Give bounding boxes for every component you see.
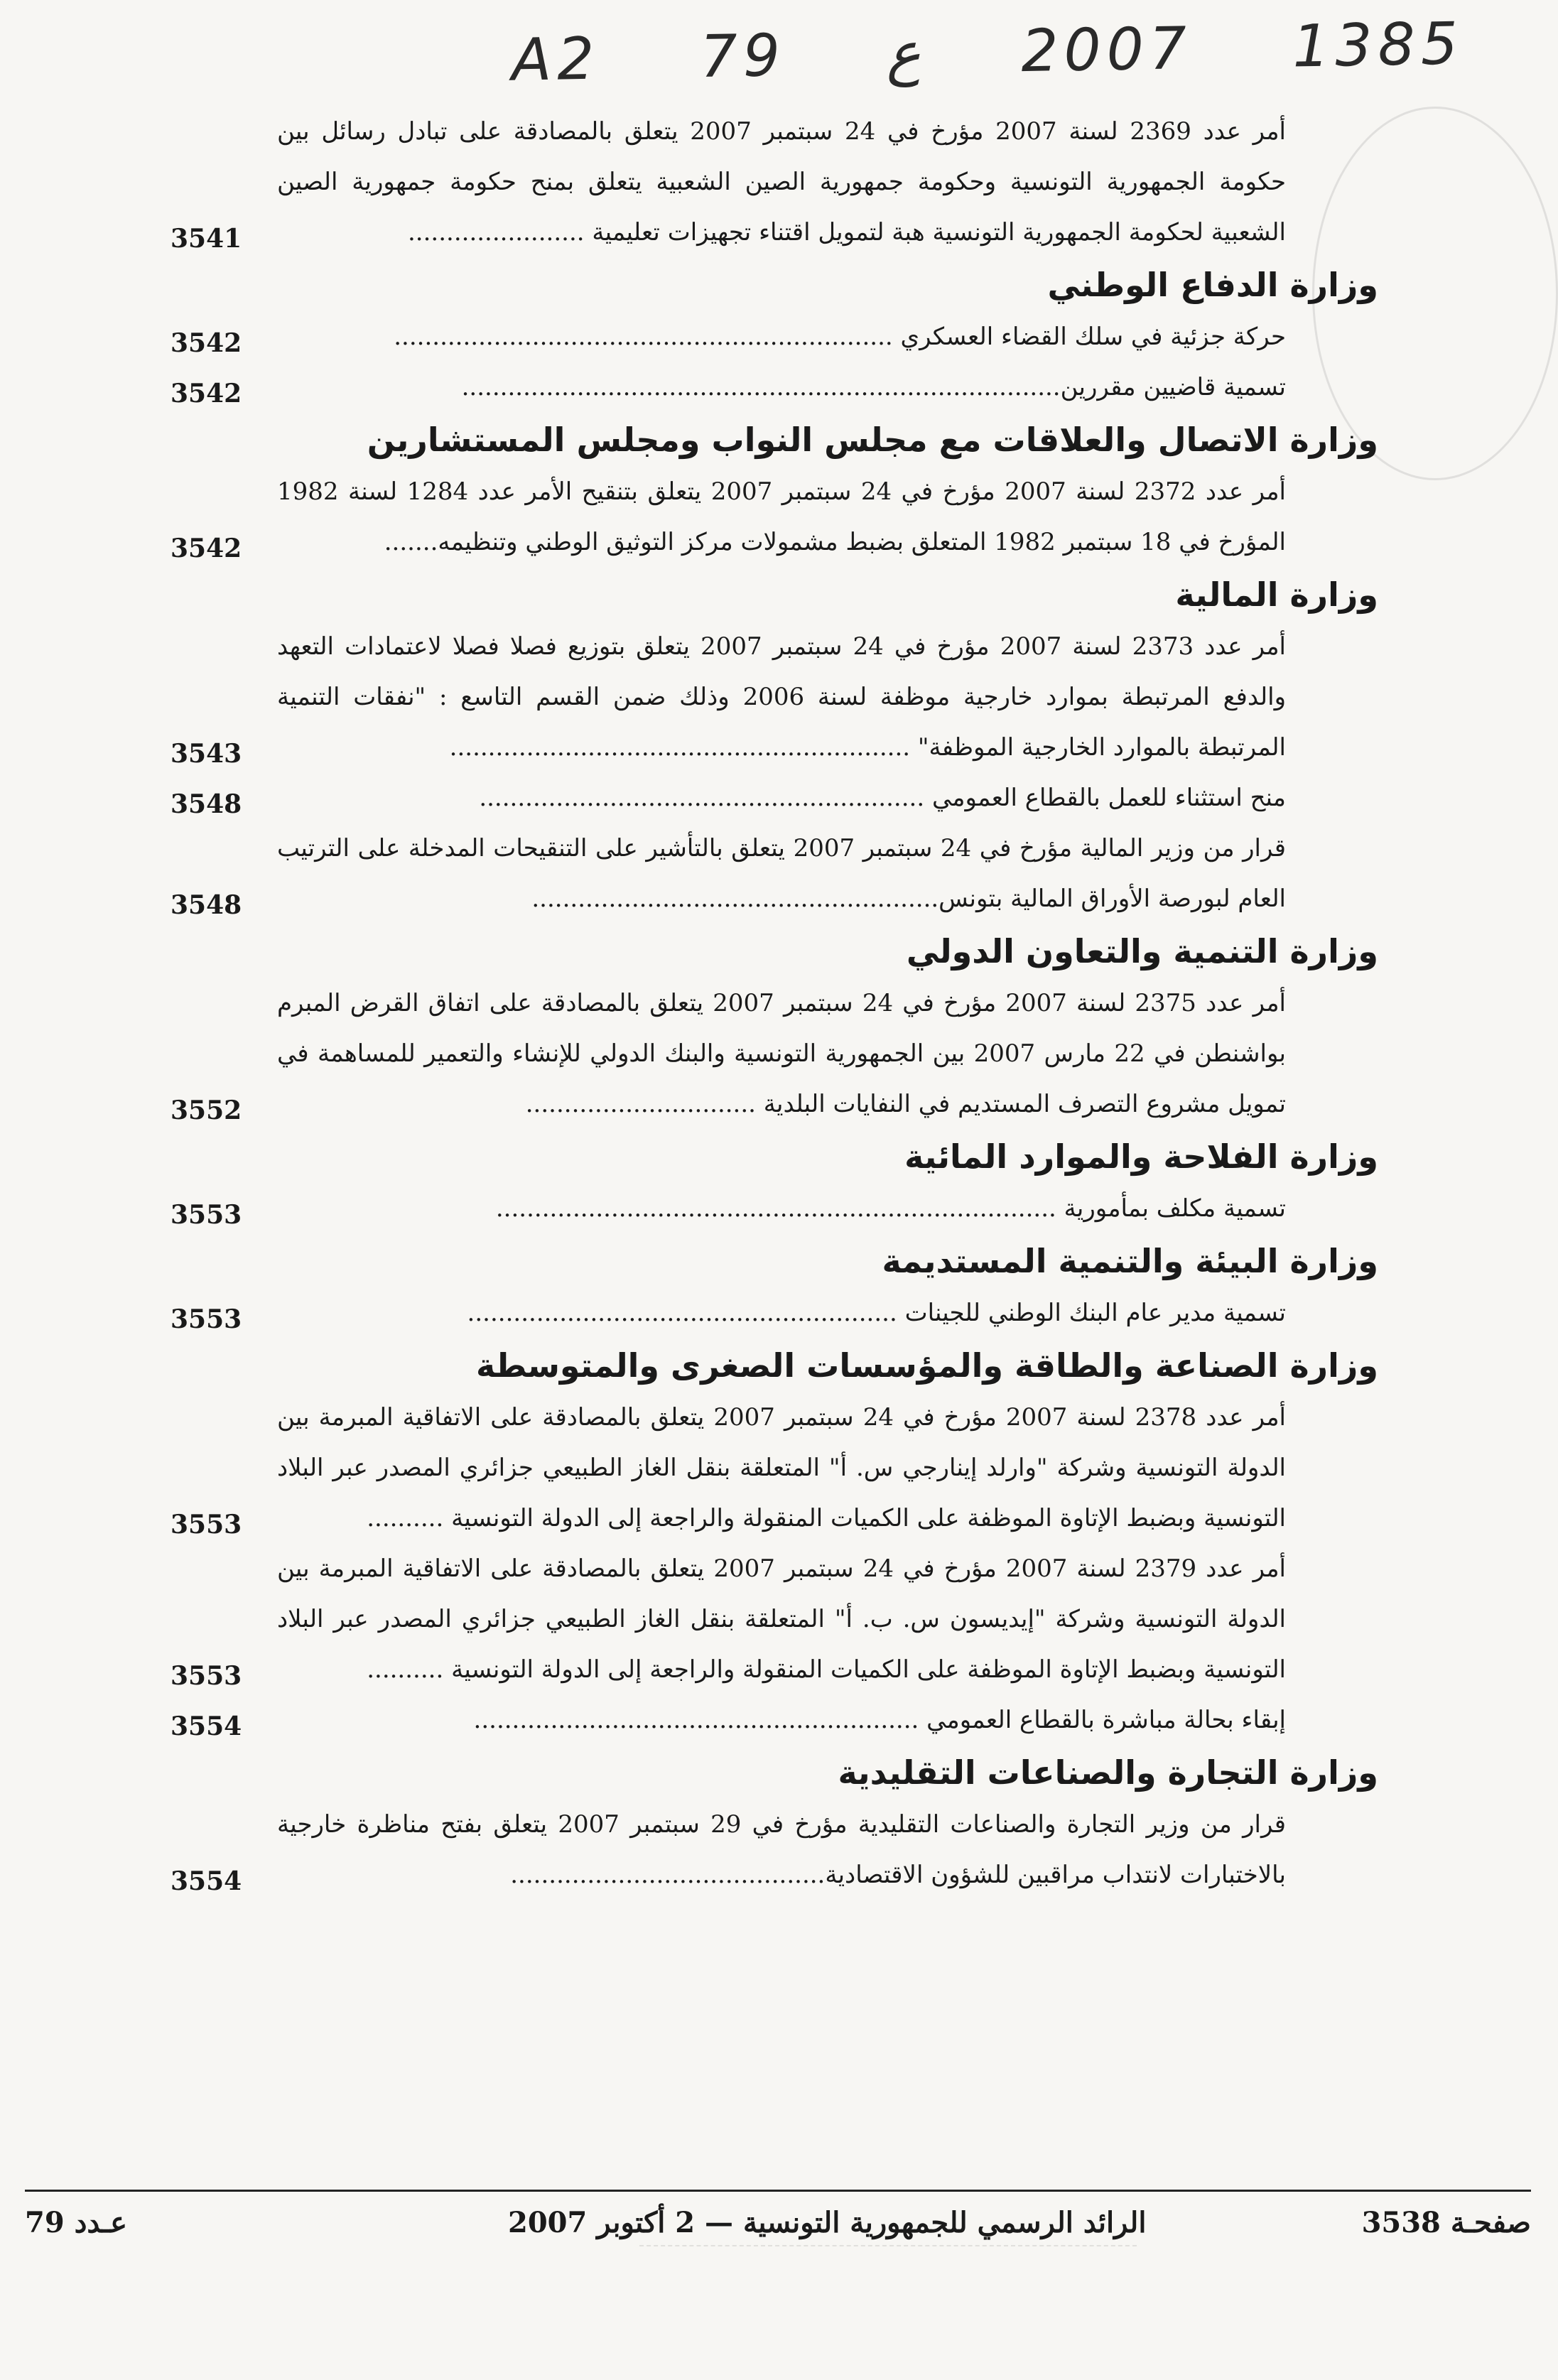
toc-page-number: 3542: [171, 379, 242, 409]
toc-page-number: 3554: [171, 1866, 242, 1896]
toc-entry-text: تسمية مكلف بمأمورية .........................................................................: [495, 1194, 1286, 1223]
toc-entry-text: أمر عدد 2379 لسنة 2007 مؤرخ في 24 سبتمبر 2007 يتعلق بالمصادقة على الاتفاقية المبرمة بين الدولة التونسية وشركة "إيديسون س. ب. أ" المتعلقة بنقل الغاز الطبيعي جزائري المصدر عبر البلاد التونسية وبضبط الإتاوة الموظفة على الكميات المنقولة والراجعة إلى الدولة التونسية ..........: [277, 1554, 1286, 1684]
footer-journal-title: الرائد الرسمي للجمهورية التونسية — 2 أكتوبر 2007: [508, 2206, 1147, 2239]
ministry-heading: وزارة الفلاحة والموارد المائية: [904, 1137, 1378, 1176]
toc-entry-text: إبقاء بحالة مباشرة بالقطاع العمومي ..........................................................: [473, 1706, 1286, 1734]
toc-page-number: 3554: [171, 1711, 242, 1741]
handwritten-year: 2007: [1020, 14, 1193, 85]
toc-page-number: 3553: [171, 1661, 242, 1691]
toc-entry: [171, 1544, 1378, 1695]
ministry-heading: وزارة البيئة والتنمية المستديمة: [882, 1242, 1378, 1280]
toc-entry-text: حركة جزئية في سلك القضاء العسكري .................................................................: [394, 323, 1286, 351]
faded-handwriting: [639, 2245, 1137, 2353]
toc-entry: [171, 1392, 1378, 1544]
toc-entry-text: تسمية مدير عام البنك الوطني للجينات ........................................................: [467, 1299, 1286, 1327]
footer-page-number: صفحـة 3538: [1361, 2206, 1531, 2239]
toc-entry-text: قرار من وزير التجارة والصناعات التقليدية مؤرخ في 29 سبتمبر 2007 يتعلق بفتح مناظرة خارجية بالاختبارات لانتداب مراقبين للشؤون الاقتصادية.........................................: [277, 1810, 1286, 1889]
toc-page-number: 3548: [171, 789, 242, 819]
handwritten-annotation: [511, 4, 1464, 99]
toc-page-number: 3548: [171, 890, 242, 920]
page-footer: [25, 2206, 1531, 2249]
toc-page-number: 3553: [171, 1200, 242, 1230]
handwritten-letter: ع: [885, 19, 921, 87]
toc-entry: [171, 1695, 1378, 1746]
toc-page-number: 3542: [171, 534, 242, 563]
toc-entry-text: قرار من وزير المالية مؤرخ في 24 سبتمبر 2007 يتعلق بالتأشير على التنقيحات المدخلة على الترتيب العام لبورصة الأوراق المالية بتونس.....................................................: [277, 834, 1286, 913]
toc-entry: [171, 362, 1378, 413]
toc-entry-text: أمر عدد 2378 لسنة 2007 مؤرخ في 24 سبتمبر 2007 يتعلق بالمصادقة على الاتفاقية المبرمة بين الدولة التونسية وشركة "وارلد إينارجي س. أ" المتعلقة بنقل الغاز الطبيعي جزائري المصدر عبر البلاد التونسية وبضبط الإتاوة الموظفة على الكميات المنقولة والراجعة إلى الدولة التونسية ..........: [277, 1403, 1286, 1532]
handwritten-issue: 79: [699, 21, 786, 91]
handwritten-number: 1385: [1292, 9, 1464, 81]
toc-entry: [171, 107, 1378, 258]
toc-entry: [171, 823, 1378, 924]
toc-entry: [171, 622, 1378, 773]
footer-issue-number: عـدد 79: [25, 2206, 127, 2239]
toc-entry: [171, 773, 1378, 823]
toc-page-number: 3553: [171, 1510, 242, 1540]
toc-entry: [171, 1184, 1378, 1234]
toc-entry-text: أمر عدد 2372 لسنة 2007 مؤرخ في 24 سبتمبر 2007 يتعلق بتنقيح الأمر عدد 1284 لسنة 1982 المؤرخ في 18 سبتمبر 1982 المتعلق بضبط مشمولات مركز التوثيق الوطني وتنظيمه.......: [277, 477, 1287, 556]
toc-page-number: 3543: [171, 739, 242, 769]
footer-divider: [25, 2190, 1531, 2192]
ministry-heading: وزارة التجارة والصناعات التقليدية: [838, 1753, 1378, 1792]
ministry-heading: وزارة المالية: [1175, 575, 1378, 614]
toc-entry: [171, 1288, 1378, 1338]
toc-entry: [171, 467, 1378, 568]
toc-entry-text: تسمية قاضيين مقررين..............................................................................: [461, 373, 1286, 401]
ministry-heading: وزارة الصناعة والطاقة والمؤسسات الصغرى والمتوسطة: [475, 1346, 1378, 1385]
toc-page-number: 3552: [171, 1096, 242, 1125]
toc-entry-text: أمر عدد 2373 لسنة 2007 مؤرخ في 24 سبتمبر 2007 يتعلق بتوزيع فصلا فصلا لاعتمادات التعهد والدفع المرتبطة بموارد خارجية موظفة لسنة 2006 وذلك ضمن القسم التاسع : "نفقات التنمية المرتبطة بالموارد الخارجية الموظفة" ............................................................: [277, 632, 1286, 762]
ministry-heading: وزارة الدفاع الوطني: [1047, 266, 1378, 304]
toc-entry-text: أمر عدد 2375 لسنة 2007 مؤرخ في 24 سبتمبر 2007 يتعلق بالمصادقة على اتفاق القرض المبرم بواشنطن في 22 مارس 2007 بين الجمهورية التونسية والبنك الدولي للإنشاء والتعمير للمساهمة في تمويل مشروع التصرف المستديم في النفايات البلدية ..............................: [277, 989, 1287, 1118]
toc-entry-text: منح استثناء للعمل بالقطاع العمومي ..........................................................: [479, 784, 1286, 812]
table-of-contents: [171, 107, 1378, 1900]
toc-page-number: 3553: [171, 1304, 242, 1334]
toc-page-number: 3542: [171, 328, 242, 358]
toc-entry: [171, 1800, 1378, 1900]
handwritten-code: A2: [511, 25, 601, 94]
toc-entry: [171, 312, 1378, 362]
ministry-heading: وزارة الاتصال والعلاقات مع مجلس النواب ومجلس المستشارين: [367, 421, 1378, 459]
toc-entry: [171, 978, 1378, 1130]
toc-page-number: 3541: [171, 224, 242, 254]
ministry-heading: وزارة التنمية والتعاون الدولي: [906, 932, 1378, 970]
toc-entry-text: أمر عدد 2369 لسنة 2007 مؤرخ في 24 سبتمبر 2007 يتعلق بالمصادقة على تبادل رسائل بين حكومة الجمهورية التونسية وحكومة جمهورية الصين الشعبية يتعلق بمنح حكومة جمهورية الصين الشعبية لحكومة الجمهورية التونسية هبة لتمويل اقتناء تجهيزات تعليمية .......................: [277, 117, 1287, 247]
